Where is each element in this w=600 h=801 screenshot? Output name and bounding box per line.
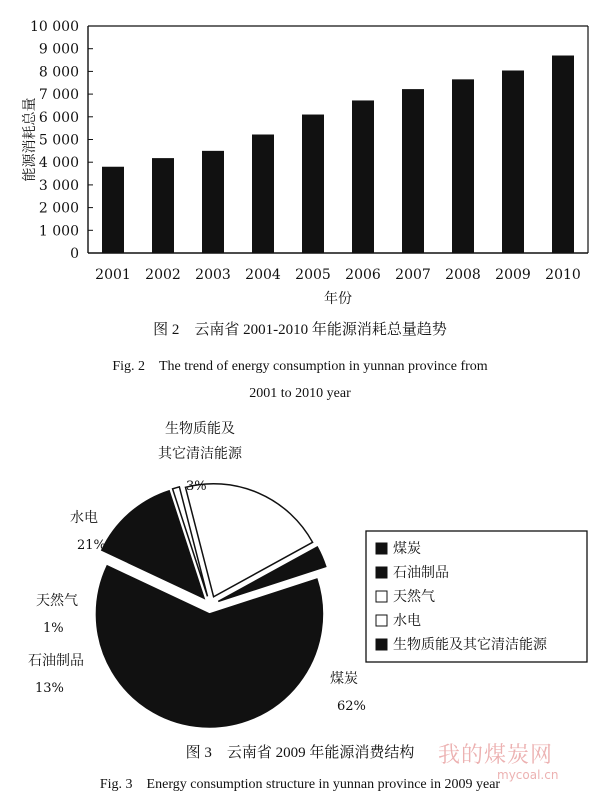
bar <box>502 70 524 253</box>
y-axis-label: 能源消耗总量 <box>22 97 38 182</box>
bar <box>552 56 574 253</box>
x-tick-label: 2002 <box>145 267 181 283</box>
watermark-url: mycoal.cn <box>497 768 559 782</box>
x-tick-label: 2007 <box>395 267 431 283</box>
pie-value-label: 3% <box>186 479 207 494</box>
figure-2-caption-en-line2: 2001 to 2010 year <box>249 386 351 401</box>
x-tick-label: 2006 <box>345 267 381 283</box>
pie-value-label: 62% <box>337 699 366 714</box>
legend-label: 石油制品 <box>393 565 449 581</box>
y-tick-label: 3 000 <box>38 177 79 194</box>
legend-swatch <box>376 591 387 602</box>
legend-label: 水电 <box>393 613 421 629</box>
pie-legend <box>366 531 587 662</box>
pie-slice <box>185 484 312 597</box>
pie-value-label: 1% <box>43 621 64 636</box>
legend-swatch <box>376 615 387 626</box>
bar <box>152 158 174 253</box>
x-tick-label: 2001 <box>95 267 131 283</box>
figure-3-caption-cn: 图 3 云南省 2009 年能源消费结构 <box>185 745 415 761</box>
legend-swatch <box>376 639 387 650</box>
pie-value-label: 13% <box>35 681 64 696</box>
x-tick-label: 2010 <box>545 267 581 283</box>
legend-label: 生物质能及其它清洁能源 <box>393 637 547 653</box>
bar <box>102 167 124 253</box>
figure-3-caption-en: Fig. 3 Energy consumption structure in yunnan province in 2009 year <box>99 777 501 792</box>
bar <box>352 100 374 253</box>
legend-label: 煤炭 <box>393 541 421 557</box>
pie-slice-label: 其它清洁能源 <box>158 446 242 462</box>
y-tick-label: 10 000 <box>30 19 79 35</box>
pie-slice-label: 煤炭 <box>330 671 358 687</box>
pie-slice <box>96 566 322 727</box>
y-tick-label: 7 000 <box>38 87 79 104</box>
x-axis-label: 年份 <box>324 291 352 307</box>
bar <box>302 115 324 253</box>
y-tick-label: 9 000 <box>38 41 79 58</box>
legend-label: 天然气 <box>393 589 435 605</box>
legend-swatch <box>376 543 387 554</box>
bar <box>452 79 474 253</box>
x-tick-label: 2005 <box>295 267 331 283</box>
bar <box>252 135 274 253</box>
pie-slice-label: 石油制品 <box>28 653 84 669</box>
pie-value-label: 21% <box>77 538 106 553</box>
y-tick-label: 2 000 <box>38 200 79 217</box>
x-tick-label: 2004 <box>245 267 281 283</box>
bar <box>402 89 424 253</box>
pie-chart <box>28 420 366 727</box>
x-tick-label: 2003 <box>195 267 231 283</box>
bar <box>202 151 224 253</box>
figure-2-caption-en-line1: Fig. 2 The trend of energy consumption in yunnan province from <box>112 359 488 374</box>
y-tick-label: 0 <box>70 246 79 262</box>
pie-slice-label: 水电 <box>70 510 98 526</box>
y-tick-label: 6 000 <box>38 109 79 126</box>
legend-swatch <box>376 567 387 578</box>
watermark-text: 我的煤炭网 <box>438 743 554 768</box>
x-tick-label: 2008 <box>445 267 481 283</box>
pie-slice-label: 生物质能及 <box>165 421 235 437</box>
y-tick-label: 5 000 <box>38 132 79 149</box>
y-tick-label: 1 000 <box>38 223 79 240</box>
y-tick-label: 8 000 <box>38 64 79 81</box>
pie-slice-label: 天然气 <box>36 593 78 609</box>
bar-chart <box>21 19 588 307</box>
figure-2-caption-cn: 图 2 云南省 2001-2010 年能源消耗总量趋势 <box>153 322 447 338</box>
y-tick-label: 4 000 <box>38 155 79 172</box>
x-tick-label: 2009 <box>495 267 531 283</box>
